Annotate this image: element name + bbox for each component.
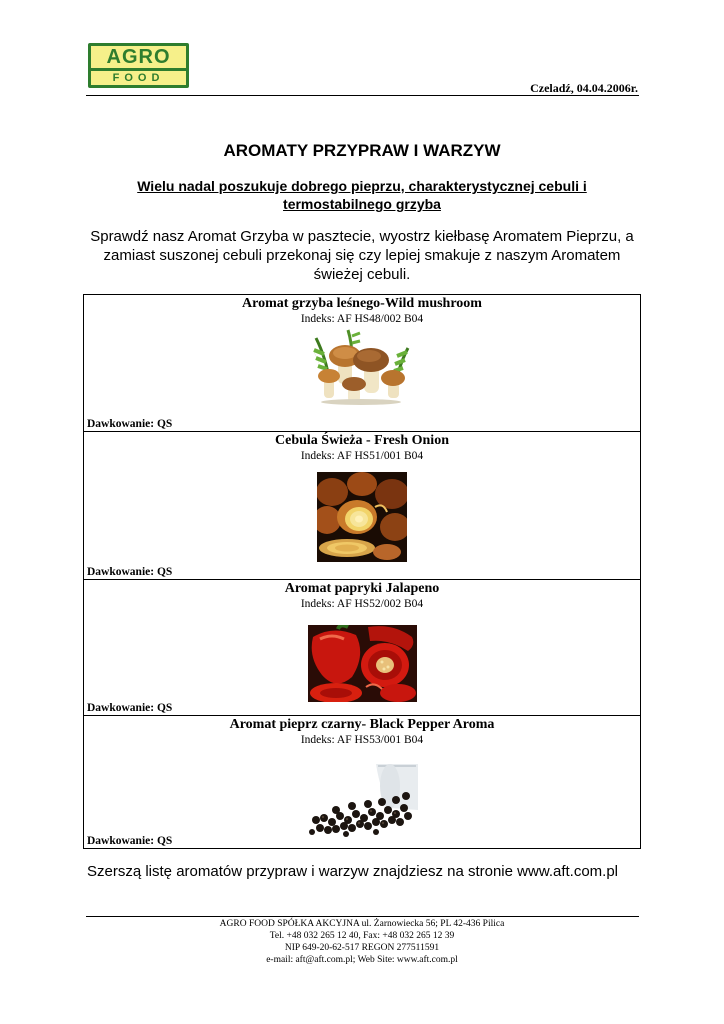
product-row [84, 579, 640, 715]
product-name: Aromat grzyba leśnego-Wild mushroom [242, 296, 482, 311]
product-index: Indeks: AF HS51/001 B04 [300, 450, 424, 462]
footer-divider [86, 916, 639, 917]
product-dosage: Dawkowanie: QS [87, 702, 173, 714]
product-name: Aromat pieprz czarny- Black Pepper Aroma [229, 717, 495, 732]
header-divider [86, 95, 639, 96]
product-index: Indeks: AF HS48/002 B04 [300, 313, 424, 325]
onions-image [317, 472, 407, 562]
intro-paragraph: Sprawdź nasz Aromat Grzyba w pasztecie, wyostrz kiełbasę Aromatem Pieprzu, a zamiast suszonej cebuli przekonaj się czy lepiej smakuje z naszym Aromatem świeżej cebuli. [90, 228, 634, 283]
product-dosage: Dawkowanie: QS [87, 835, 173, 847]
product-name: Cebula Świeża - Fresh Onion [275, 433, 449, 448]
product-index: Indeks: AF HS53/001 B04 [300, 734, 424, 746]
product-row [84, 715, 640, 848]
black-pepper-image [306, 760, 420, 838]
document-date: Czeladź, 04.04.2006r. [530, 81, 638, 95]
product-row [84, 295, 640, 431]
page-title: AROMATY PRZYPRAW I WARZYW [223, 141, 501, 160]
product-row [84, 431, 640, 579]
product-name: Aromat papryki Jalapeno [284, 581, 440, 596]
product-dosage: Dawkowanie: QS [87, 566, 173, 578]
product-index: Indeks: AF HS52/002 B04 [300, 598, 424, 610]
mushrooms-image [308, 328, 414, 406]
product-dosage: Dawkowanie: QS [87, 418, 173, 430]
agro-food-logo [88, 43, 189, 88]
footer-contact: e-mail: aft@aft.com.pl; Web Site: www.aft.com.pl [266, 955, 458, 965]
page-subtitle: Wielu nadal poszukuje dobrego pieprzu, charakterystycznej cebuli i termostabilnego grzyba [137, 178, 587, 212]
more-aromas-note: Szerszą listę aromatów przypraw i warzyw znajdziesz na stronie www.aft.com.pl [87, 863, 619, 880]
footer-phone: Tel. +48 032 265 12 40, Fax: +48 032 265 12 39 [269, 931, 455, 941]
peppers-image [308, 625, 417, 702]
products-table [83, 294, 641, 849]
footer-tax-ids: NIP 649-20-62-517 REGON 277511591 [284, 943, 440, 953]
logo-line1: AGRO [106, 46, 171, 68]
footer-company: AGRO FOOD SPÓŁKA AKCYJNA ul. Żarnowiecka 56; PL 42-436 Pilica [219, 919, 505, 929]
logo-line2: FOOD [112, 72, 165, 84]
